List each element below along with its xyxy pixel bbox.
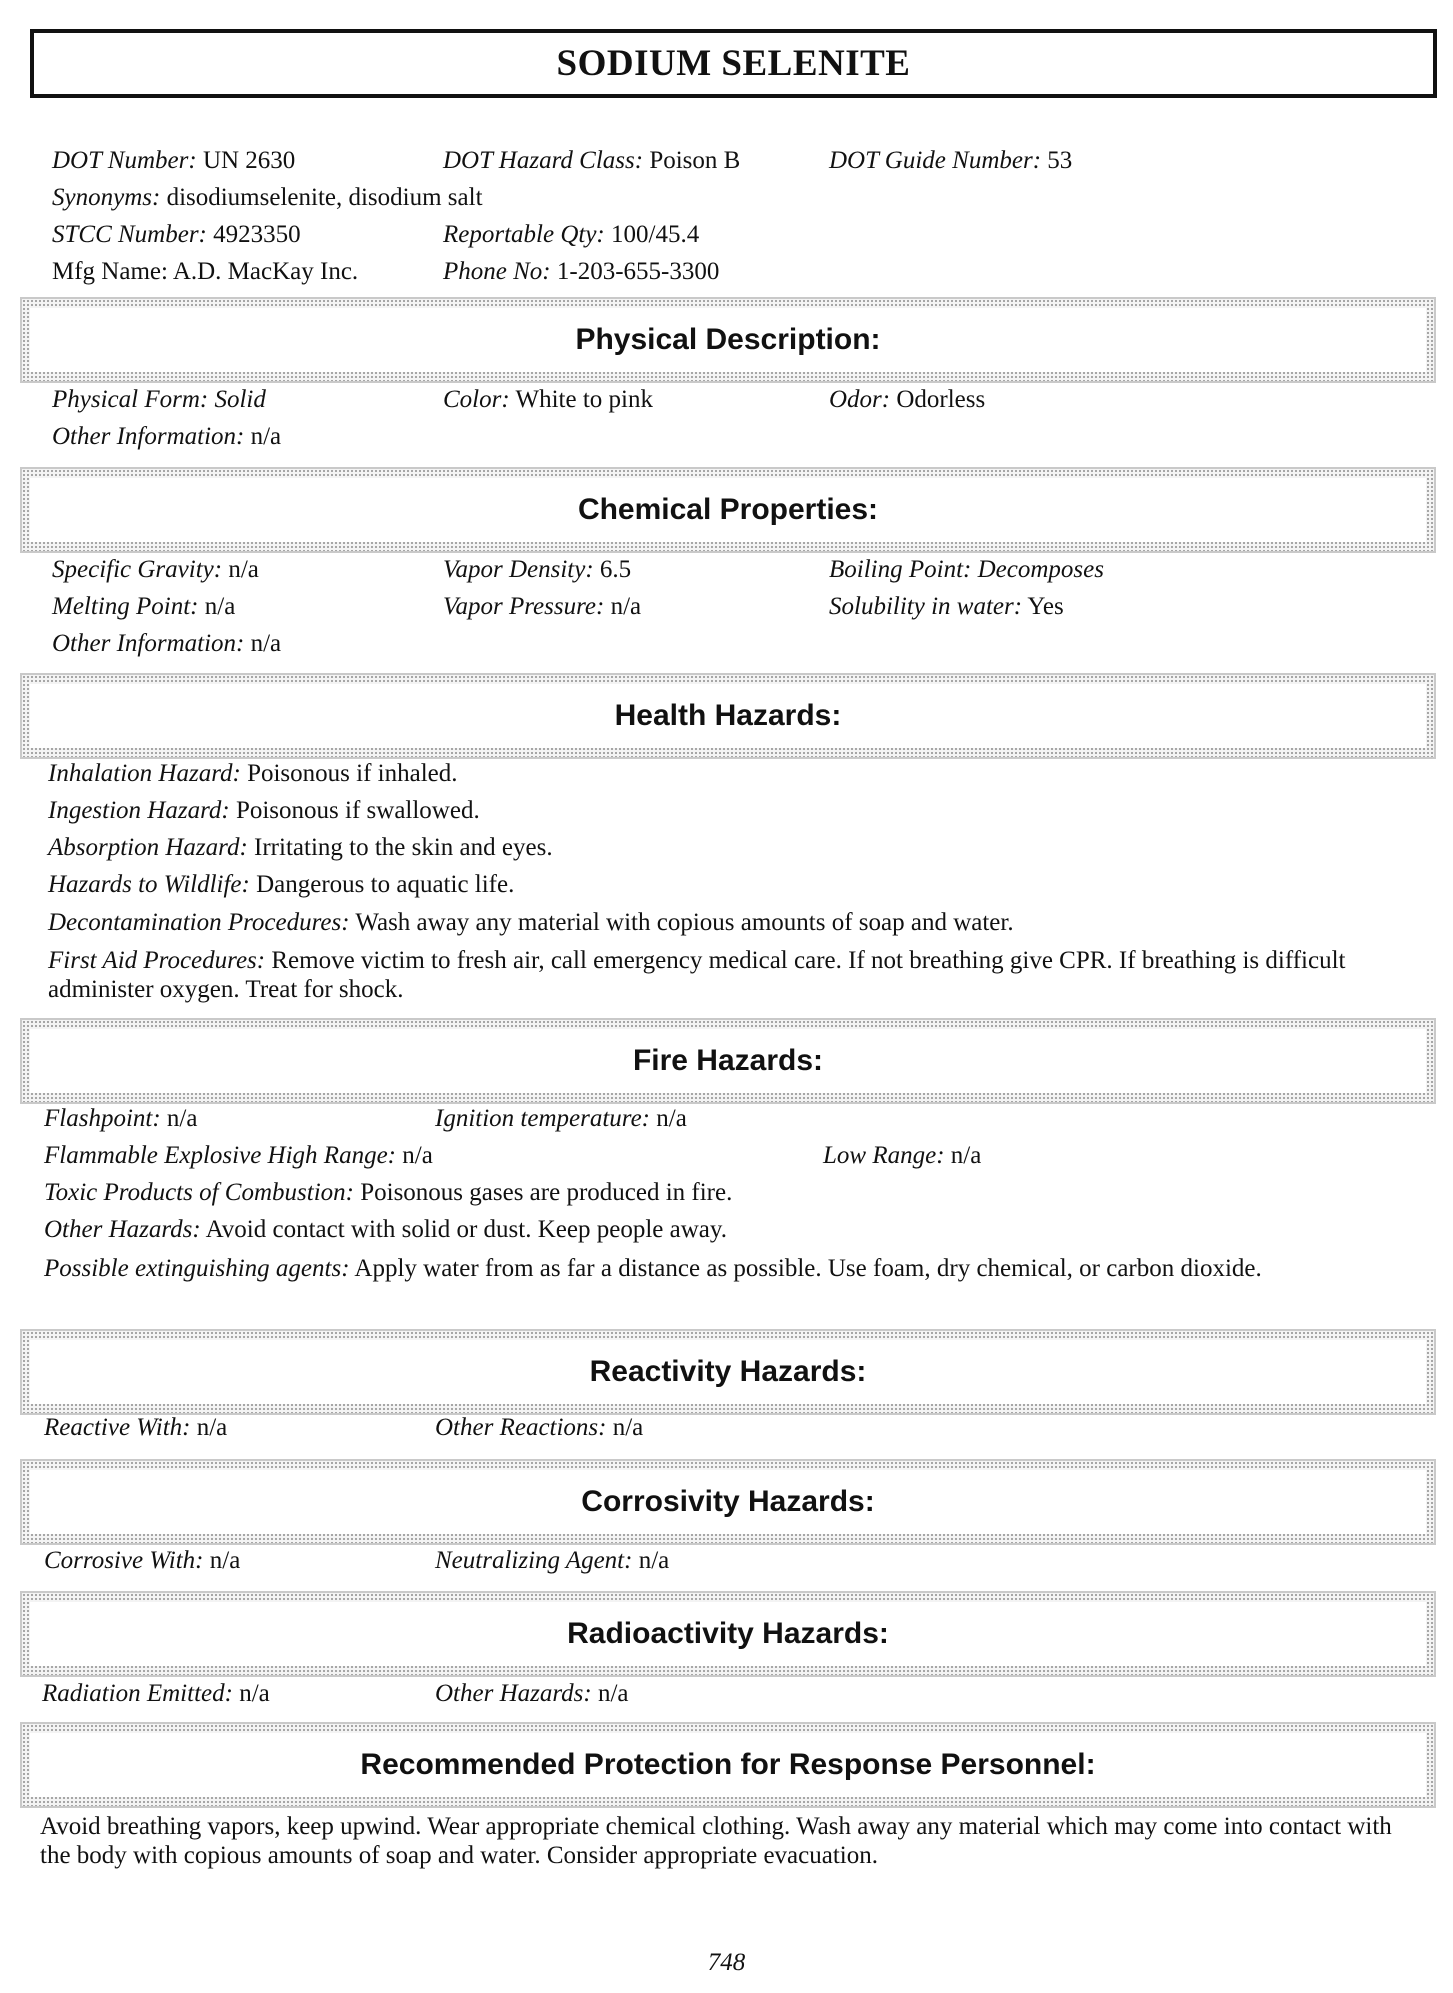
corrosive-with-label: Corrosive With: (44, 1547, 204, 1574)
ingestion-hazard-value: Poisonous if swallowed. (235, 797, 480, 824)
first-aid-label: First Aid Procedures: (48, 947, 266, 974)
physical-description-header (20, 297, 1436, 383)
odor-field (829, 385, 985, 415)
inhalation-hazard-label: Inhalation Hazard: (48, 760, 241, 787)
corrosive-with-field (44, 1546, 240, 1576)
physical-form-field: Physical Form: Solid (52, 386, 266, 413)
decontamination-field (48, 908, 1014, 938)
chemical-other-field (52, 629, 281, 659)
extinguishing-agents-value: Apply water from as far a distance as possible. Use foam, dry chemical, or carbon dioxide. (354, 1255, 1262, 1282)
flashpoint-field (44, 1104, 197, 1134)
dot-guide-number-label: DOT Guide Number: (829, 147, 1042, 174)
high-range-value: n/a (402, 1142, 433, 1169)
dot-number-label: DOT Number: (52, 147, 197, 174)
phone-label: Phone No: (443, 258, 551, 285)
vapor-density-value: 6.5 (599, 556, 632, 583)
solubility-field (829, 592, 1064, 622)
corrosivity-hazards-heading: Corrosivity Hazards: (581, 1485, 875, 1518)
fire-other-hazards-value: Avoid contact with solid or dust. Keep people away. (205, 1216, 727, 1243)
protection-heading: Recommended Protection for Response Personnel: (360, 1748, 1096, 1781)
health-hazards-heading: Health Hazards: (614, 699, 842, 732)
wildlife-hazard-field (48, 870, 514, 900)
health-hazards-header (20, 673, 1436, 759)
specific-gravity-value: n/a (228, 556, 259, 583)
radioactivity-hazards-heading: Radioactivity Hazards: (567, 1617, 889, 1650)
color-label: Color: (443, 386, 510, 413)
fire-hazards-heading: Fire Hazards: (632, 1044, 824, 1077)
stcc-number-value: 4923350 (213, 221, 301, 248)
low-range-value: n/a (950, 1142, 982, 1169)
ignition-temperature-value: n/a (656, 1105, 687, 1132)
high-range-field (44, 1141, 433, 1171)
color-field (443, 385, 653, 415)
dot-hazard-class-label: DOT Hazard Class: (443, 147, 644, 174)
low-range-label: Low Range: (823, 1142, 945, 1169)
boiling-point-field: Boiling Point: Decomposes (829, 556, 1104, 583)
wildlife-hazard-value: Dangerous to aquatic life. (256, 871, 515, 898)
inhalation-hazard-value: Poisonous if inhaled. (247, 760, 458, 787)
odor-value: Odorless (896, 386, 986, 413)
synonyms-value: disodiumselenite, disodium salt (166, 184, 483, 211)
first-aid-value: Remove victim to fresh air, call emergency medical care. If not breathing give CPR. If breathing is difficult administer oxygen. Treat for shock. (48, 947, 1346, 1003)
toxic-products-value: Poisonous gases are produced in fire. (360, 1179, 733, 1206)
vapor-pressure-field (443, 592, 641, 622)
ignition-temperature-label: Ignition temperature: (435, 1105, 651, 1132)
solubility-label: Solubility in water: (829, 593, 1023, 620)
stcc-number-field (52, 220, 301, 250)
toxic-products-field (44, 1178, 732, 1208)
reportable-qty-field (443, 220, 699, 250)
neutralizing-agent-label: Neutralizing Agent: (435, 1547, 633, 1574)
radiation-emitted-value: n/a (239, 1680, 270, 1707)
specific-gravity-label: Specific Gravity: (52, 556, 223, 583)
dot-hazard-class-field (443, 146, 740, 176)
ingestion-hazard-field (48, 796, 480, 826)
reactive-with-value: n/a (196, 1414, 228, 1441)
reactivity-hazards-heading: Reactivity Hazards: (589, 1355, 867, 1388)
fire-other-hazards-label: Other Hazards: (44, 1216, 201, 1243)
flashpoint-value: n/a (166, 1105, 198, 1132)
corrosivity-hazards-header (20, 1459, 1436, 1545)
physical-description-heading: Physical Description: (575, 323, 881, 356)
absorption-hazard-field (48, 833, 553, 863)
chemical-properties-header (20, 467, 1436, 553)
flashpoint-label: Flashpoint: (44, 1105, 161, 1132)
radiation-emitted-field (42, 1679, 270, 1709)
first-aid-field (48, 946, 1423, 1004)
wildlife-hazard-label: Hazards to Wildlife: (48, 871, 250, 898)
chemical-other-label: Other Information: (52, 630, 245, 657)
inhalation-hazard-field (48, 759, 458, 789)
dot-number-value: UN 2630 (202, 147, 296, 174)
reactive-with-label: Reactive With: (44, 1414, 191, 1441)
decontamination-value: Wash away any material with copious amounts of soap and water. (355, 909, 1014, 936)
solubility-value: Yes (1027, 593, 1064, 620)
title-box (30, 29, 1437, 98)
radiation-emitted-label: Radiation Emitted: (42, 1680, 233, 1707)
reactivity-hazards-header (20, 1329, 1436, 1415)
radioactivity-other-hazards-value: n/a (597, 1680, 629, 1707)
ignition-temperature-field (435, 1104, 687, 1134)
other-reactions-label: Other Reactions: (435, 1414, 607, 1441)
vapor-pressure-label: Vapor Pressure: (443, 593, 605, 620)
stcc-number-label: STCC Number: (52, 221, 207, 248)
protection-text: Avoid breathing vapors, keep upwind. Wear appropriate chemical clothing. Wash away any material which may come into contact with the body with copious amounts of soap and water. Consider appropriate evacuation. (40, 1813, 1392, 1869)
ingestion-hazard-label: Ingestion Hazard: (48, 797, 230, 824)
reportable-qty-value: 100/45.4 (611, 221, 700, 248)
synonyms-field (52, 183, 483, 213)
reactive-with-field (44, 1413, 227, 1443)
high-range-label: Flammable Explosive High Range: (44, 1142, 396, 1169)
protection-header (20, 1722, 1436, 1808)
other-reactions-field (435, 1413, 643, 1443)
phone-field (443, 257, 719, 287)
reportable-qty-label: Reportable Qty: (443, 221, 605, 248)
physical-other-field (52, 422, 281, 452)
extinguishing-agents-field (44, 1254, 1423, 1283)
neutralizing-agent-value: n/a (638, 1547, 670, 1574)
neutralizing-agent-field (435, 1546, 669, 1576)
melting-point-label: Melting Point: (52, 593, 199, 620)
vapor-density-label: Vapor Density: (443, 556, 594, 583)
low-range-field (823, 1141, 981, 1171)
radioactivity-other-hazards-label: Other Hazards: (435, 1680, 592, 1707)
radioactivity-other-hazards-field (435, 1679, 629, 1709)
document-title: SODIUM SELENITE (556, 43, 911, 84)
corrosive-with-value: n/a (209, 1547, 241, 1574)
chemical-properties-heading: Chemical Properties: (577, 493, 879, 526)
page-number: 748 (707, 1949, 746, 1976)
radioactivity-hazards-header (20, 1591, 1436, 1677)
odor-label: Odor: (829, 386, 891, 413)
dot-guide-number-value: 53 (1047, 147, 1073, 174)
dot-hazard-class-value: Poison B (649, 147, 741, 174)
dot-guide-number-field (829, 146, 1072, 176)
vapor-density-field (443, 555, 631, 585)
vapor-pressure-value: n/a (610, 593, 642, 620)
mfg-name-field: Mfg Name: A.D. MacKay Inc. (52, 258, 359, 285)
melting-point-value: n/a (204, 593, 236, 620)
decontamination-label: Decontamination Procedures: (48, 909, 350, 936)
dot-number-field (52, 146, 295, 176)
color-value: White to pink (515, 386, 653, 413)
absorption-hazard-label: Absorption Hazard: (48, 834, 248, 861)
other-reactions-value: n/a (612, 1414, 644, 1441)
absorption-hazard-value: Irritating to the skin and eyes. (254, 834, 553, 861)
specific-gravity-field (52, 555, 259, 585)
physical-other-label: Other Information: (52, 423, 245, 450)
toxic-products-label: Toxic Products of Combustion: (44, 1179, 354, 1206)
melting-point-field (52, 592, 235, 622)
chemical-other-value: n/a (250, 630, 282, 657)
extinguishing-agents-label: Possible extinguishing agents: (44, 1255, 350, 1282)
physical-other-value: n/a (250, 423, 282, 450)
fire-hazards-header (20, 1018, 1436, 1104)
phone-value: 1-203-655-3300 (556, 258, 720, 285)
fire-other-hazards-field (44, 1215, 727, 1245)
synonyms-label: Synonyms: (52, 184, 161, 211)
